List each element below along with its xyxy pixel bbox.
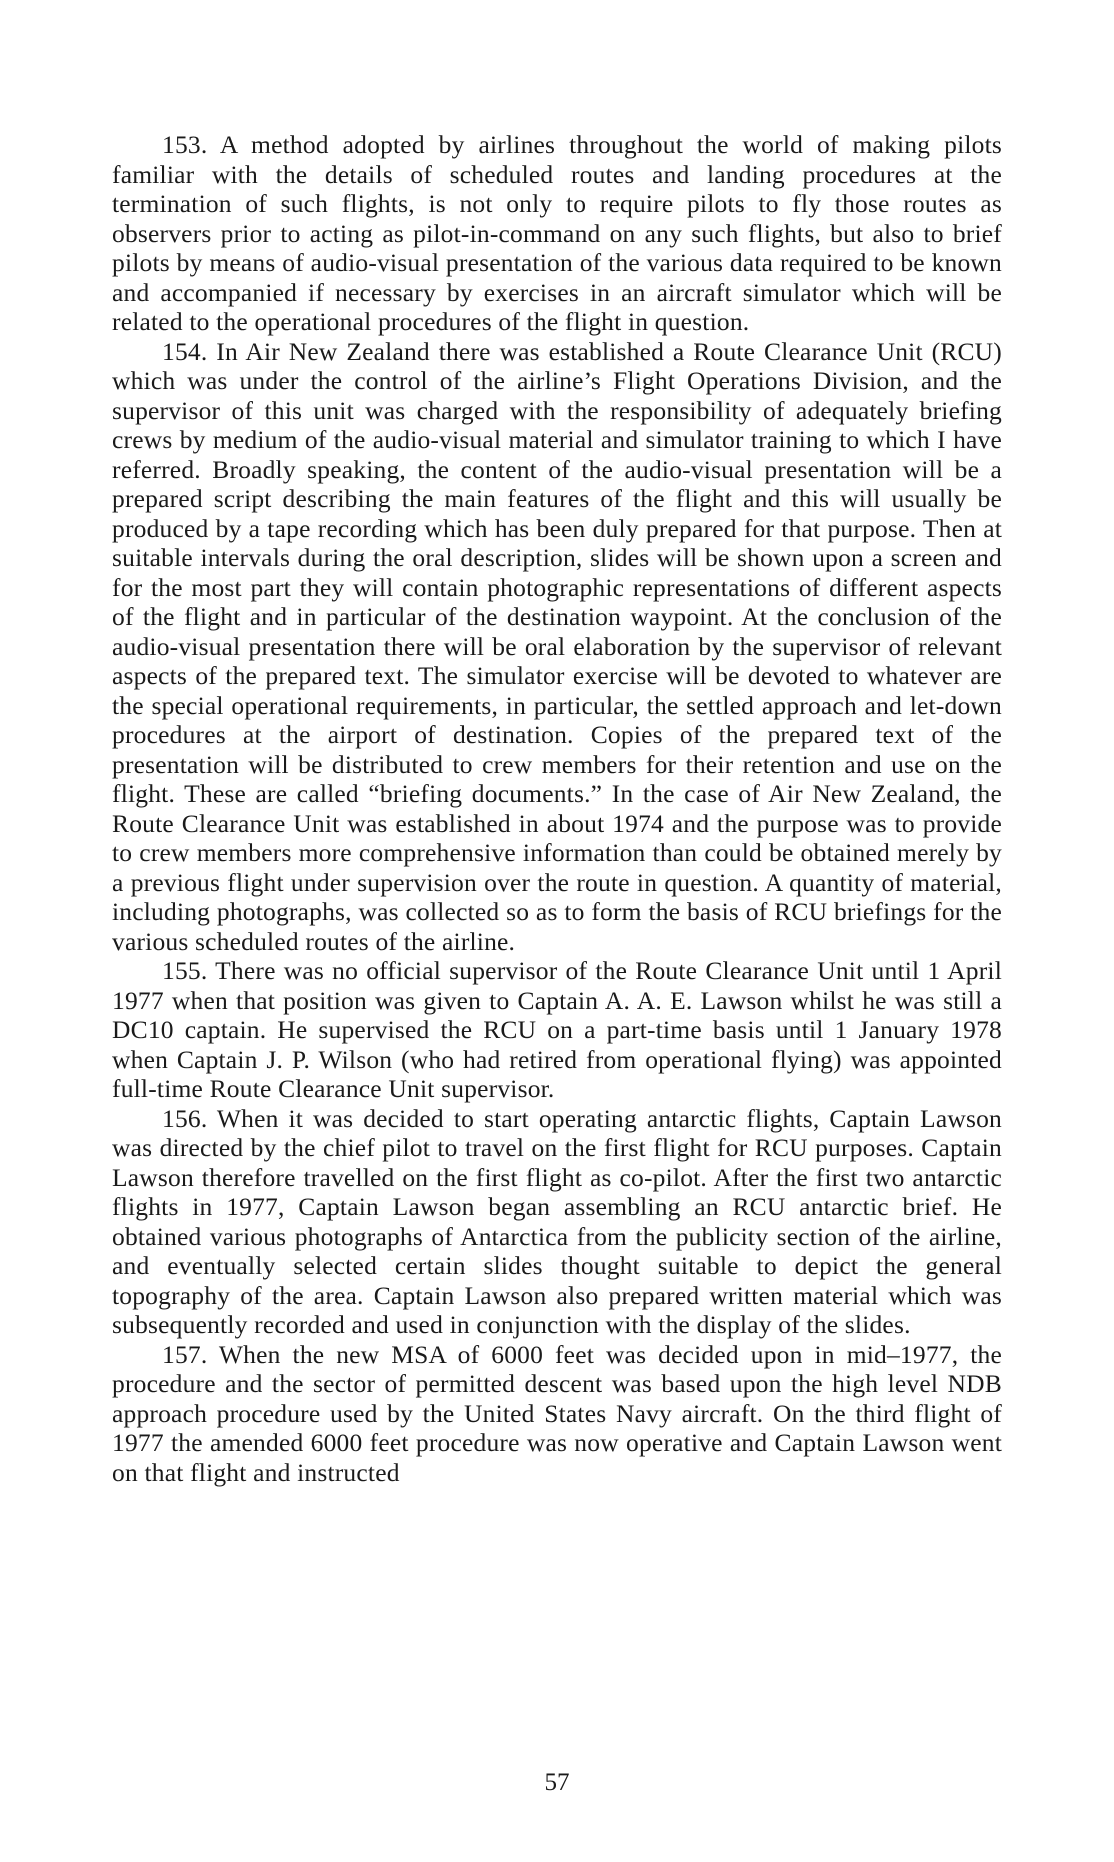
paragraph-154: 154. In Air New Zealand there was established a Route Clearance Unit (RCU) which was under the control of the airline’s Flight Operations Division, and the supervisor of this unit was charged with the responsibility of adequately briefing crews by medium of the audio-visual material and simulator training to which I have referred. Broadly speaking, the content of the audio-visual presentation will be a prepared script describing the main features of the flight and this will usually be produced by a tape recording which has been duly prepared for that purpose. Then at suitable intervals during the oral description, slides will be shown upon a screen and for the most part they will contain photographic representations of different aspects of the flight and in particular of the destination waypoint. At the conclusion of the audio-visual presentation there will be oral elaboration by the supervisor of relevant aspects of the prepared text. The simulator exercise will be devoted to whatever are the special operational requirements, in particular, the settled approach and let-down procedures at the airport of destination. Copies of the prepared text of the presentation will be distributed to crew members for their retention and use on the flight. These are called “briefing documents.” In the case of Air New Zealand, the Route Clearance Unit was established in about 1974 and the purpose was to provide to crew members more comprehensive information than could be obtained merely by a previous flight under supervision over the route in question. A quantity of material, including photographs, was collected so as to form the basis of RCU briefings for the various scheduled routes of the airline.: [112, 336, 1002, 956]
page-number: 57: [544, 1769, 570, 1796]
paragraph-156: 156. When it was decided to start operating antarctic flights, Captain Lawson was directed by the chief pilot to travel on the first flight for RCU purposes. Captain Lawson therefore travelled on the first flight as co-pilot. After the first two antarctic flights in 1977, Captain Lawson began assembling an RCU antarctic brief. He obtained various photographs of Antarctica from the publicity section of the airline, and eventually selected certain slides thought suitable to depict the general topography of the area. Captain Lawson also prepared written material which was subsequently recorded and used in conjunction with the display of the slides.: [112, 1103, 1002, 1339]
paragraph-153: 153. A method adopted by airlines throughout the world of making pilots familiar with the details of scheduled routes and landing procedures at the termination of such flights, is not only to require pilots to fly those routes as observers prior to acting as pilot-in-command on any such flights, but also to brief pilots by means of audio-visual presentation of the various data required to be known and accompanied if necessary by exercises in an aircraft simulator which will be related to the operational procedures of the flight in question.: [112, 130, 1002, 336]
document-body: [112, 130, 1002, 1487]
paragraph-157: 157. When the new MSA of 6000 feet was decided upon in mid–1977, the procedure and the sector of permitted descent was based upon the high level NDB approach procedure used by the United States Navy aircraft. On the third flight of 1977 the amended 6000 feet procedure was now operative and Captain Lawson went on that flight and instructed: [112, 1339, 1002, 1487]
paragraph-155: 155. There was no official supervisor of the Route Clearance Unit until 1 April 1977 when that position was given to Captain A. A. E. Lawson whilst he was still a DC10 captain. He supervised the RCU on a part-time basis until 1 January 1978 when Captain J. P. Wilson (who had retired from operational flying) was appointed full-time Route Clearance Unit supervisor.: [112, 956, 1002, 1103]
